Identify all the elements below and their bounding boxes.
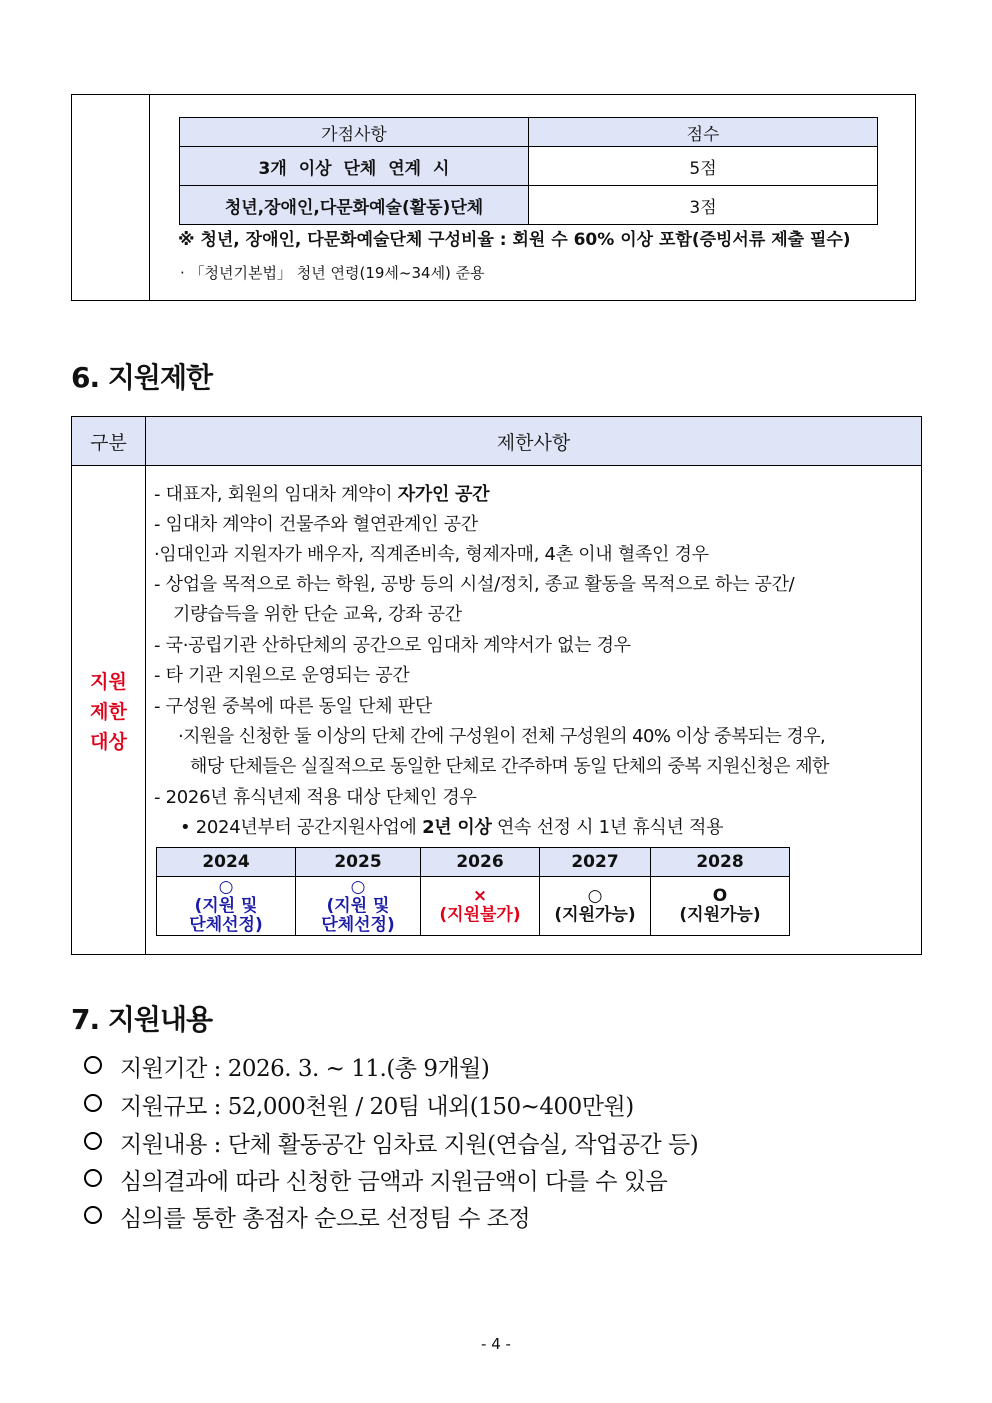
restriction-line: - 타 기관 지원으로 운영되는 공간	[154, 665, 410, 686]
section-7-title: 7. 지원내용	[71, 1003, 213, 1036]
year-header: 2024	[157, 848, 296, 877]
bonus-header-item: 가점사항	[180, 118, 529, 147]
year-header: 2027	[540, 848, 651, 877]
year-header: 2028	[651, 848, 790, 877]
restriction-line: - 임대차 계약이 건물주와 혈연관계인 공간	[154, 514, 478, 535]
circle-bullet-icon	[84, 1094, 102, 1112]
category-line: 대상	[90, 731, 127, 753]
rest-year-table	[156, 847, 790, 936]
restriction-line: 기량습득을 위한 단순 교육, 강좌 공간	[173, 604, 462, 625]
header-restrictions: 제한사항	[496, 432, 571, 454]
list-item: 지원기간 : 2026. 3. ~ 11.(총 9개월)	[84, 1050, 489, 1083]
restriction-line: - 구성원 중복에 따른 동일 단체 판단	[154, 696, 432, 717]
bonus-note: ※ 청년, 장애인, 다문화예술단체 구성비율 : 회원 수 60% 이상 포함(증빙서류 제출 필수)	[178, 230, 851, 250]
restriction-line: • 2024년부터 공간지원사업에 2년 이상 연속 선정 시 1년 휴식년 적용	[180, 817, 724, 838]
restriction-line: ·임대인과 지원자가 배우자, 직계존비속, 형제자매, 4촌 이내 혈족인 경우	[154, 544, 709, 565]
list-item: 지원규모 : 52,000천원 / 20팀 내외(150~400만원)	[84, 1088, 634, 1121]
table-row	[180, 147, 878, 186]
year-status: ○ (지원가능)	[540, 877, 651, 936]
circle-bullet-icon	[84, 1132, 102, 1150]
bonus-item: 청년,장애인,다문화예술(활동)단체	[180, 186, 529, 225]
list-item: 지원내용 : 단체 활동공간 임차료 지원(연습실, 작업공간 등)	[84, 1126, 698, 1159]
year-status: ○ (지원 및 단체선정)	[296, 877, 421, 936]
circle-bullet-icon	[84, 1169, 102, 1187]
restriction-line: 해당 단체들은 실질적으로 동일한 단체로 간주하며 동일 단체의 중복 지원신청은 제한	[190, 756, 829, 777]
table-row	[180, 186, 878, 225]
bonus-score: 3점	[529, 186, 878, 225]
year-status: O (지원가능)	[651, 877, 790, 936]
bonus-score: 5점	[529, 147, 878, 186]
section-6-title: 6. 지원제한	[71, 361, 213, 394]
restriction-table	[71, 416, 922, 955]
bonus-header-score: 점수	[529, 118, 878, 147]
year-status: × (지원불가)	[421, 877, 540, 936]
page-number: - 4 -	[481, 1335, 511, 1353]
year-status: ○ (지원 및 단체선정)	[157, 877, 296, 936]
bonus-points-box	[71, 94, 916, 301]
restriction-line: ·지원을 신청한 둘 이상의 단체 간에 구성원이 전체 구성원의 40% 이상 중복되는 경우,	[178, 726, 826, 747]
circle-bullet-icon	[84, 1206, 102, 1224]
circle-bullet-icon	[84, 1056, 102, 1074]
year-header: 2026	[421, 848, 540, 877]
category-line: 제한	[90, 701, 127, 723]
bonus-table	[179, 117, 878, 225]
category-line: 지원	[90, 671, 127, 693]
bonus-subnote: · 「청년기본법」 청년 연령(19세~34세) 준용	[180, 264, 485, 282]
box-divider	[149, 95, 150, 300]
year-header: 2025	[296, 848, 421, 877]
category-label	[72, 667, 145, 757]
list-item: 심의를 통한 총점자 순으로 선정팀 수 조정	[84, 1200, 530, 1233]
restriction-line: - 국·공립기관 산하단체의 공간으로 임대차 계약서가 없는 경우	[154, 635, 631, 656]
column-divider	[145, 417, 146, 954]
bonus-item: 3개 이상 단체 연계 시	[180, 147, 529, 186]
restriction-line: - 대표자, 회원의 임대차 계약이 자가인 공간	[154, 484, 490, 505]
header-category: 구분	[90, 432, 127, 454]
list-item: 심의결과에 따라 신청한 금액과 지원금액이 다를 수 있음	[84, 1163, 667, 1196]
restriction-line: - 2026년 휴식년제 적용 대상 단체인 경우	[154, 787, 477, 808]
restriction-line: - 상업을 목적으로 하는 학원, 공방 등의 시설/정치, 종교 활동을 목적으로 하는 공간/	[154, 574, 795, 595]
table-row	[157, 877, 790, 936]
